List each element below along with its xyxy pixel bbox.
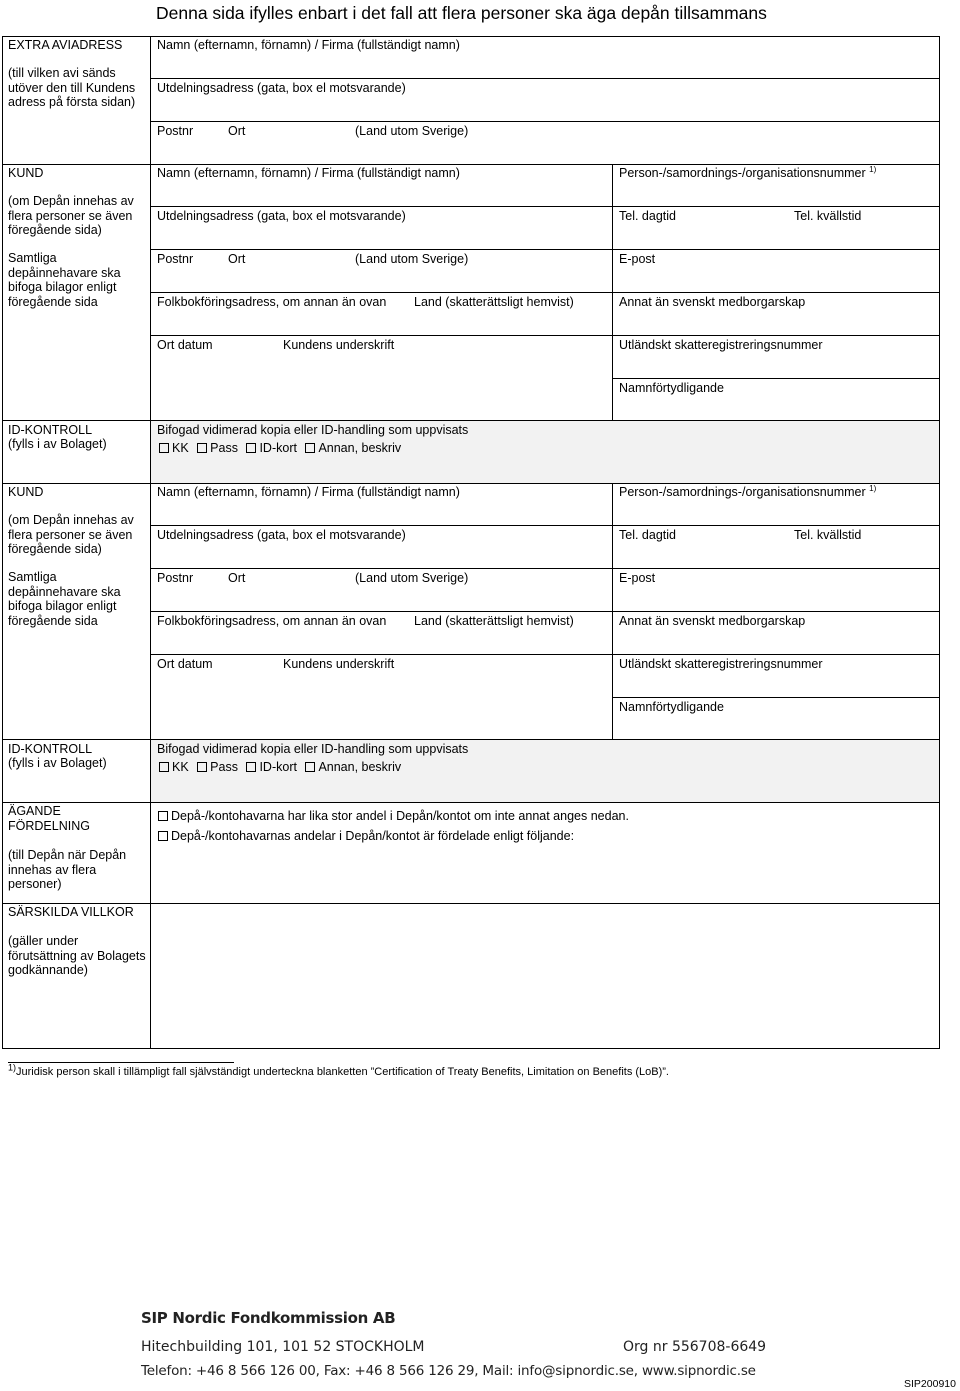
row-divider	[612, 378, 940, 379]
customer-tel-day-field[interactable]: Tel. dagtid	[619, 528, 676, 542]
customer-postnr-field[interactable]: Postnr	[157, 252, 194, 266]
id-option-other[interactable]: Annan, beskriv	[305, 760, 401, 775]
customer-email-field[interactable]: E-post	[619, 252, 656, 266]
extra-address-note: (till vilken avi sänds utöver den till Kundens adress på första sidan)	[8, 66, 136, 109]
page-title: Denna sida ifylles enbart i det fall att flera personer ska äga depån tillsammans	[156, 3, 767, 23]
customer-registered-address-field[interactable]: Folkbokföringsadress, om annan än ovan	[157, 614, 387, 628]
customer-tax-country-field[interactable]: Land (skatterättsligt hemvist)	[414, 614, 574, 628]
customer-address-field[interactable]: Utdelningsadress (gata, box el motsvarande)	[157, 528, 406, 542]
customer-email-field[interactable]: E-post	[619, 571, 656, 585]
id-option-id-card[interactable]: ID-kort	[246, 760, 297, 775]
customer-attachment-note: Samtliga depåinnehavare ska bifoga bilagor enligt föregående sida	[8, 251, 121, 309]
id-option-kk[interactable]: KK	[159, 760, 189, 775]
row-divider	[150, 249, 940, 250]
row-divider	[150, 525, 940, 526]
id-option-id-card[interactable]: ID-kort	[246, 441, 297, 456]
customer-note: (om Depån innehas av flera personer se även föregående sida)	[8, 513, 134, 556]
checkbox-icon[interactable]	[197, 443, 207, 453]
id-control-note: (fylls i av Bolaget)	[8, 437, 107, 451]
ownership-note: (till Depån när Depån innehas av flera personer)	[8, 848, 127, 891]
checkbox-icon[interactable]	[305, 762, 315, 772]
label-column-divider	[150, 36, 151, 1049]
customer-name-clarification-field[interactable]: Namnförtydligande	[619, 700, 724, 714]
section-divider	[2, 164, 940, 165]
checkbox-icon[interactable]	[246, 443, 256, 453]
customer-id-field[interactable]: Person-/samordnings-/organisationsnummer $^{1)}$	[619, 164, 877, 180]
section-divider	[2, 802, 940, 803]
id-control-heading: Bifogad vidimerad kopia eller ID-handling som uppvisats	[157, 742, 469, 756]
customer-ort-field[interactable]: Ort	[228, 571, 246, 585]
customer-foreign-tax-field[interactable]: Utländskt skatteregistreringsnummer	[619, 657, 823, 671]
row-divider	[150, 206, 940, 207]
customer-signature-field[interactable]: Kundens underskrift	[283, 657, 395, 671]
id-option-other[interactable]: Annan, beskriv	[305, 441, 401, 456]
table-left-border	[2, 36, 3, 1049]
table-right-border	[939, 36, 940, 1049]
id-control-label: ID-KONTROLL	[8, 423, 93, 437]
table-top-border	[2, 36, 940, 37]
customer-tel-eve-field[interactable]: Tel. kvällstid	[794, 209, 862, 223]
customer-registered-address-field[interactable]: Folkbokföringsadress, om annan än ovan	[157, 295, 387, 309]
customer-citizenship-field[interactable]: Annat än svenskt medborgarskap	[619, 614, 806, 628]
id-control-options	[159, 441, 406, 456]
customer-citizenship-field[interactable]: Annat än svenskt medborgarskap	[619, 295, 806, 309]
row-divider	[150, 568, 940, 569]
row-divider	[150, 78, 940, 79]
row-divider	[150, 654, 940, 655]
customer-label: KUND	[8, 485, 44, 499]
checkbox-icon[interactable]	[158, 811, 168, 821]
customer-place-date-field[interactable]: Ort datum	[157, 338, 213, 352]
extra-address-label: EXTRA AVIADRESS	[8, 38, 123, 52]
extra-address-field[interactable]: Utdelningsadress (gata, box el motsvarande)	[157, 81, 406, 95]
ownership-option-equal[interactable]: Depå-/kontohavarna har lika stor andel i Depån/kontot om inte annat anges nedan.	[158, 809, 629, 824]
ownership-label: ÄGANDE FÖRDELNING	[8, 804, 90, 833]
customer-name-field[interactable]: Namn (efternamn, förnamn) / Firma (fullständigt namn)	[157, 485, 460, 499]
customer-id-field[interactable]: Person-/samordnings-/organisationsnummer $^{1)}$	[619, 483, 877, 499]
id-control-label: ID-KONTROLL	[8, 742, 93, 756]
id-option-kk[interactable]: KK	[159, 441, 189, 456]
customer-country-field[interactable]: (Land utom Sverige)	[355, 252, 469, 266]
id-control-heading: Bifogad vidimerad kopia eller ID-handling som uppvisats	[157, 423, 469, 437]
extra-ort-field[interactable]: Ort	[228, 124, 246, 138]
special-terms-label: SÄRSKILDA VILLKOR	[8, 905, 134, 919]
checkbox-icon[interactable]	[159, 443, 169, 453]
table-bottom-border	[2, 1048, 940, 1049]
special-terms-field[interactable]	[151, 904, 939, 1048]
id-option-pass[interactable]: Pass	[197, 760, 238, 775]
customer-ort-field[interactable]: Ort	[228, 252, 246, 266]
company-address: Hitechbuilding 101, 101 52 STOCKHOLM	[141, 1339, 425, 1355]
customer-name-field[interactable]: Namn (efternamn, förnamn) / Firma (fullständigt namn)	[157, 166, 460, 180]
customer-foreign-tax-field[interactable]: Utländskt skatteregistreringsnummer	[619, 338, 823, 352]
extra-country-field[interactable]: (Land utom Sverige)	[355, 124, 469, 138]
company-name: SIP Nordic Fondkommission AB	[141, 1309, 396, 1327]
row-divider	[150, 611, 940, 612]
footnote-separator	[8, 1062, 234, 1063]
id-control-note: (fylls i av Bolaget)	[8, 756, 107, 770]
row-divider	[150, 121, 940, 122]
customer-name-clarification-field[interactable]: Namnförtydligande	[619, 381, 724, 395]
customer-attachment-note: Samtliga depåinnehavare ska bifoga bilagor enligt föregående sida	[8, 570, 121, 628]
company-contact: Telefon: +46 8 566 126 00, Fax: +46 8 566 126 29, Mail: info@sipnordic.se, www.sipnordic.se	[141, 1363, 756, 1379]
id-control-options	[159, 760, 406, 775]
checkbox-icon[interactable]	[159, 762, 169, 772]
checkbox-icon[interactable]	[197, 762, 207, 772]
customer-tax-country-field[interactable]: Land (skatterättsligt hemvist)	[414, 295, 574, 309]
ownership-option-specified[interactable]: Depå-/kontohavarnas andelar i Depån/kontot är fördelade enligt följande:	[158, 829, 574, 844]
row-divider	[150, 292, 940, 293]
row-divider	[150, 335, 940, 336]
row-divider	[612, 697, 940, 698]
section-divider	[2, 483, 940, 484]
special-terms-note: (gäller under förutsättning av Bolagets godkännande)	[8, 934, 146, 977]
id-option-pass[interactable]: Pass	[197, 441, 238, 456]
customer-signature-field[interactable]: Kundens underskrift	[283, 338, 395, 352]
customer-label: KUND	[8, 166, 44, 180]
customer-address-field[interactable]: Utdelningsadress (gata, box el motsvarande)	[157, 209, 406, 223]
customer-tel-day-field[interactable]: Tel. dagtid	[619, 209, 676, 223]
extra-name-field[interactable]: Namn (efternamn, förnamn) / Firma (fullständigt namn)	[157, 38, 460, 52]
checkbox-icon[interactable]	[305, 443, 315, 453]
form-code: SIP200910	[904, 1378, 956, 1390]
customer-country-field[interactable]: (Land utom Sverige)	[355, 571, 469, 585]
customer-note: (om Depån innehas av flera personer se även föregående sida)	[8, 194, 134, 237]
customer-place-date-field[interactable]: Ort datum	[157, 657, 213, 671]
checkbox-icon[interactable]	[158, 831, 168, 841]
checkbox-icon[interactable]	[246, 762, 256, 772]
customer-postnr-field[interactable]: Postnr	[157, 571, 194, 585]
customer-tel-eve-field[interactable]: Tel. kvällstid	[794, 528, 862, 542]
company-org-nr: Org nr 556708-6649	[623, 1339, 767, 1355]
extra-postnr-field[interactable]: Postnr	[157, 124, 194, 138]
footnote: $^{1)}$Juridisk person skall i tillämpligt fall självständigt underteckna blanketten ”Certification of Treaty Benefits, Limitation on Benefits (LoB)”.	[8, 1062, 669, 1078]
